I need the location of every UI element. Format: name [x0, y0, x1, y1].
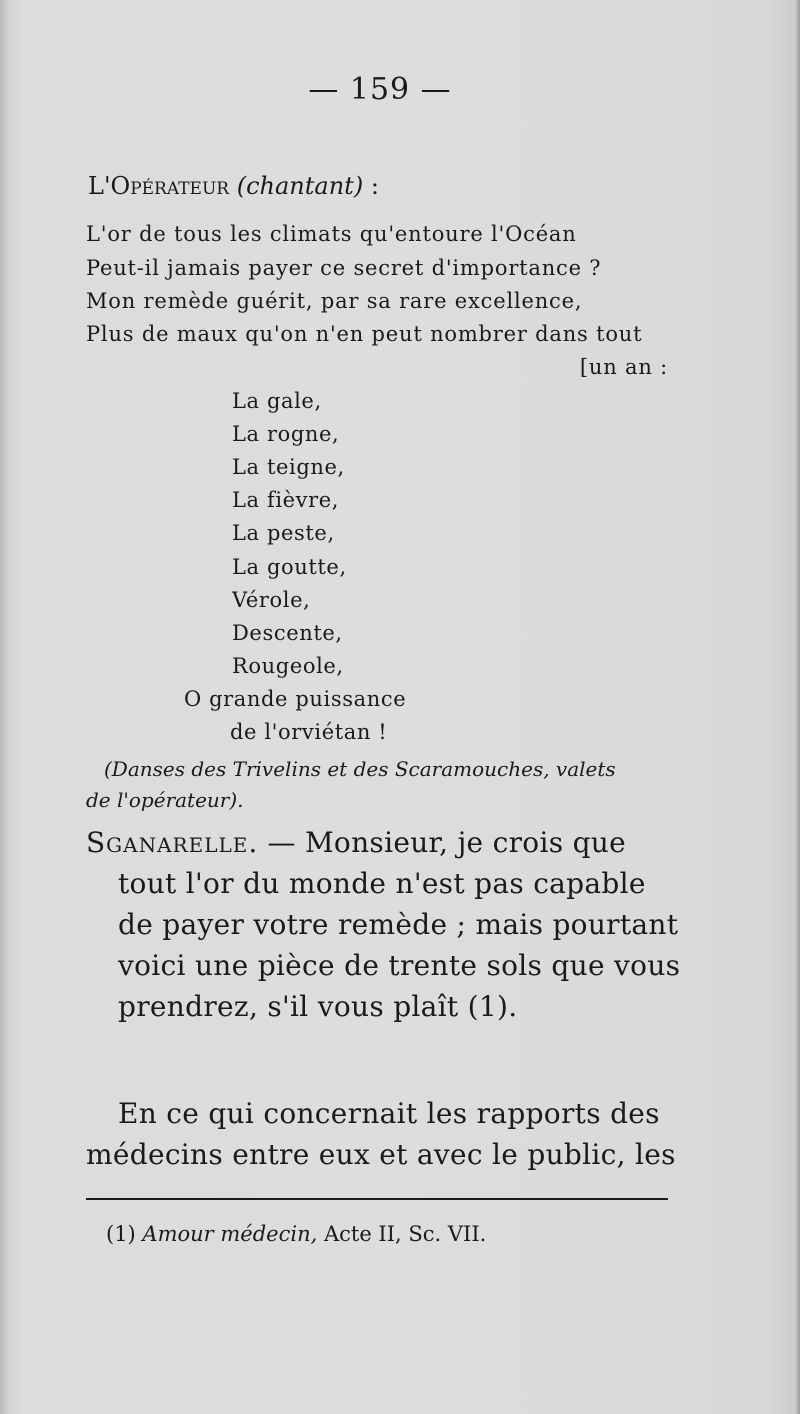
stage-direction: (Danses des Trivelins et des Scaramouches, valets — [104, 757, 616, 781]
verse-continuation: [un an : — [579, 355, 668, 379]
page-left-edge — [0, 0, 8, 1414]
sganarelle-line: tout l'or du monde n'est pas capable — [118, 867, 646, 900]
verse-line: Plus de maux qu'on n'en peut nombrer dans tout — [86, 322, 643, 346]
song-line: La goutte, — [232, 555, 347, 579]
song-line: La peste, — [232, 521, 335, 545]
song-line: La rogne, — [232, 422, 340, 446]
speaker-colon: : — [363, 172, 379, 200]
verse-line: L'or de tous les climats qu'entoure l'Océan — [86, 222, 577, 246]
sganarelle-line: — Monsieur, je crois que — [258, 826, 626, 859]
footnote-title: Amour médecin, — [142, 1222, 318, 1246]
page-number: — 159 — — [308, 72, 452, 107]
song-line: La gale, — [232, 389, 322, 413]
sganarelle-line: voici une pièce de trente sols que vous — [118, 949, 681, 982]
song-exclamation: O grande puissance — [184, 687, 407, 711]
speaker-direction: (chantant) — [236, 172, 364, 200]
footnote — [106, 1222, 486, 1246]
sganarelle-line: de payer votre remède ; mais pourtant — [118, 908, 679, 941]
song-line: Rougeole, — [232, 654, 344, 678]
song-exclamation: de l'orviétan ! — [230, 720, 388, 744]
stage-direction: de l'opérateur). — [86, 788, 244, 812]
song-line: Vérole, — [232, 588, 311, 612]
verse-line: Peut-il jamais payer ce secret d'importance ? — [86, 256, 602, 280]
song-line: La teigne, — [232, 455, 345, 479]
footnote-text: Acte II, Sc. VII. — [317, 1222, 487, 1246]
sganarelle-name: Sganarelle. — [86, 826, 259, 859]
paragraph-line: En ce qui concernait les rapports des — [118, 1097, 660, 1130]
song-line: Descente, — [232, 621, 343, 645]
footnote-marker: (1) — [106, 1222, 143, 1246]
verse-line: Mon remède guérit, par sa rare excellence, — [86, 289, 583, 313]
speaker-name: L'Opérateur — [88, 172, 230, 200]
page-right-edge — [794, 0, 800, 1414]
paragraph-line: médecins entre eux et avec le public, les — [86, 1138, 676, 1171]
sganarelle-speech — [86, 826, 626, 859]
sganarelle-line: prendrez, s'il vous plaît (1). — [118, 990, 518, 1023]
song-line: La fièvre, — [232, 488, 340, 512]
speaker-heading — [88, 172, 379, 200]
footnote-rule — [86, 1198, 668, 1200]
